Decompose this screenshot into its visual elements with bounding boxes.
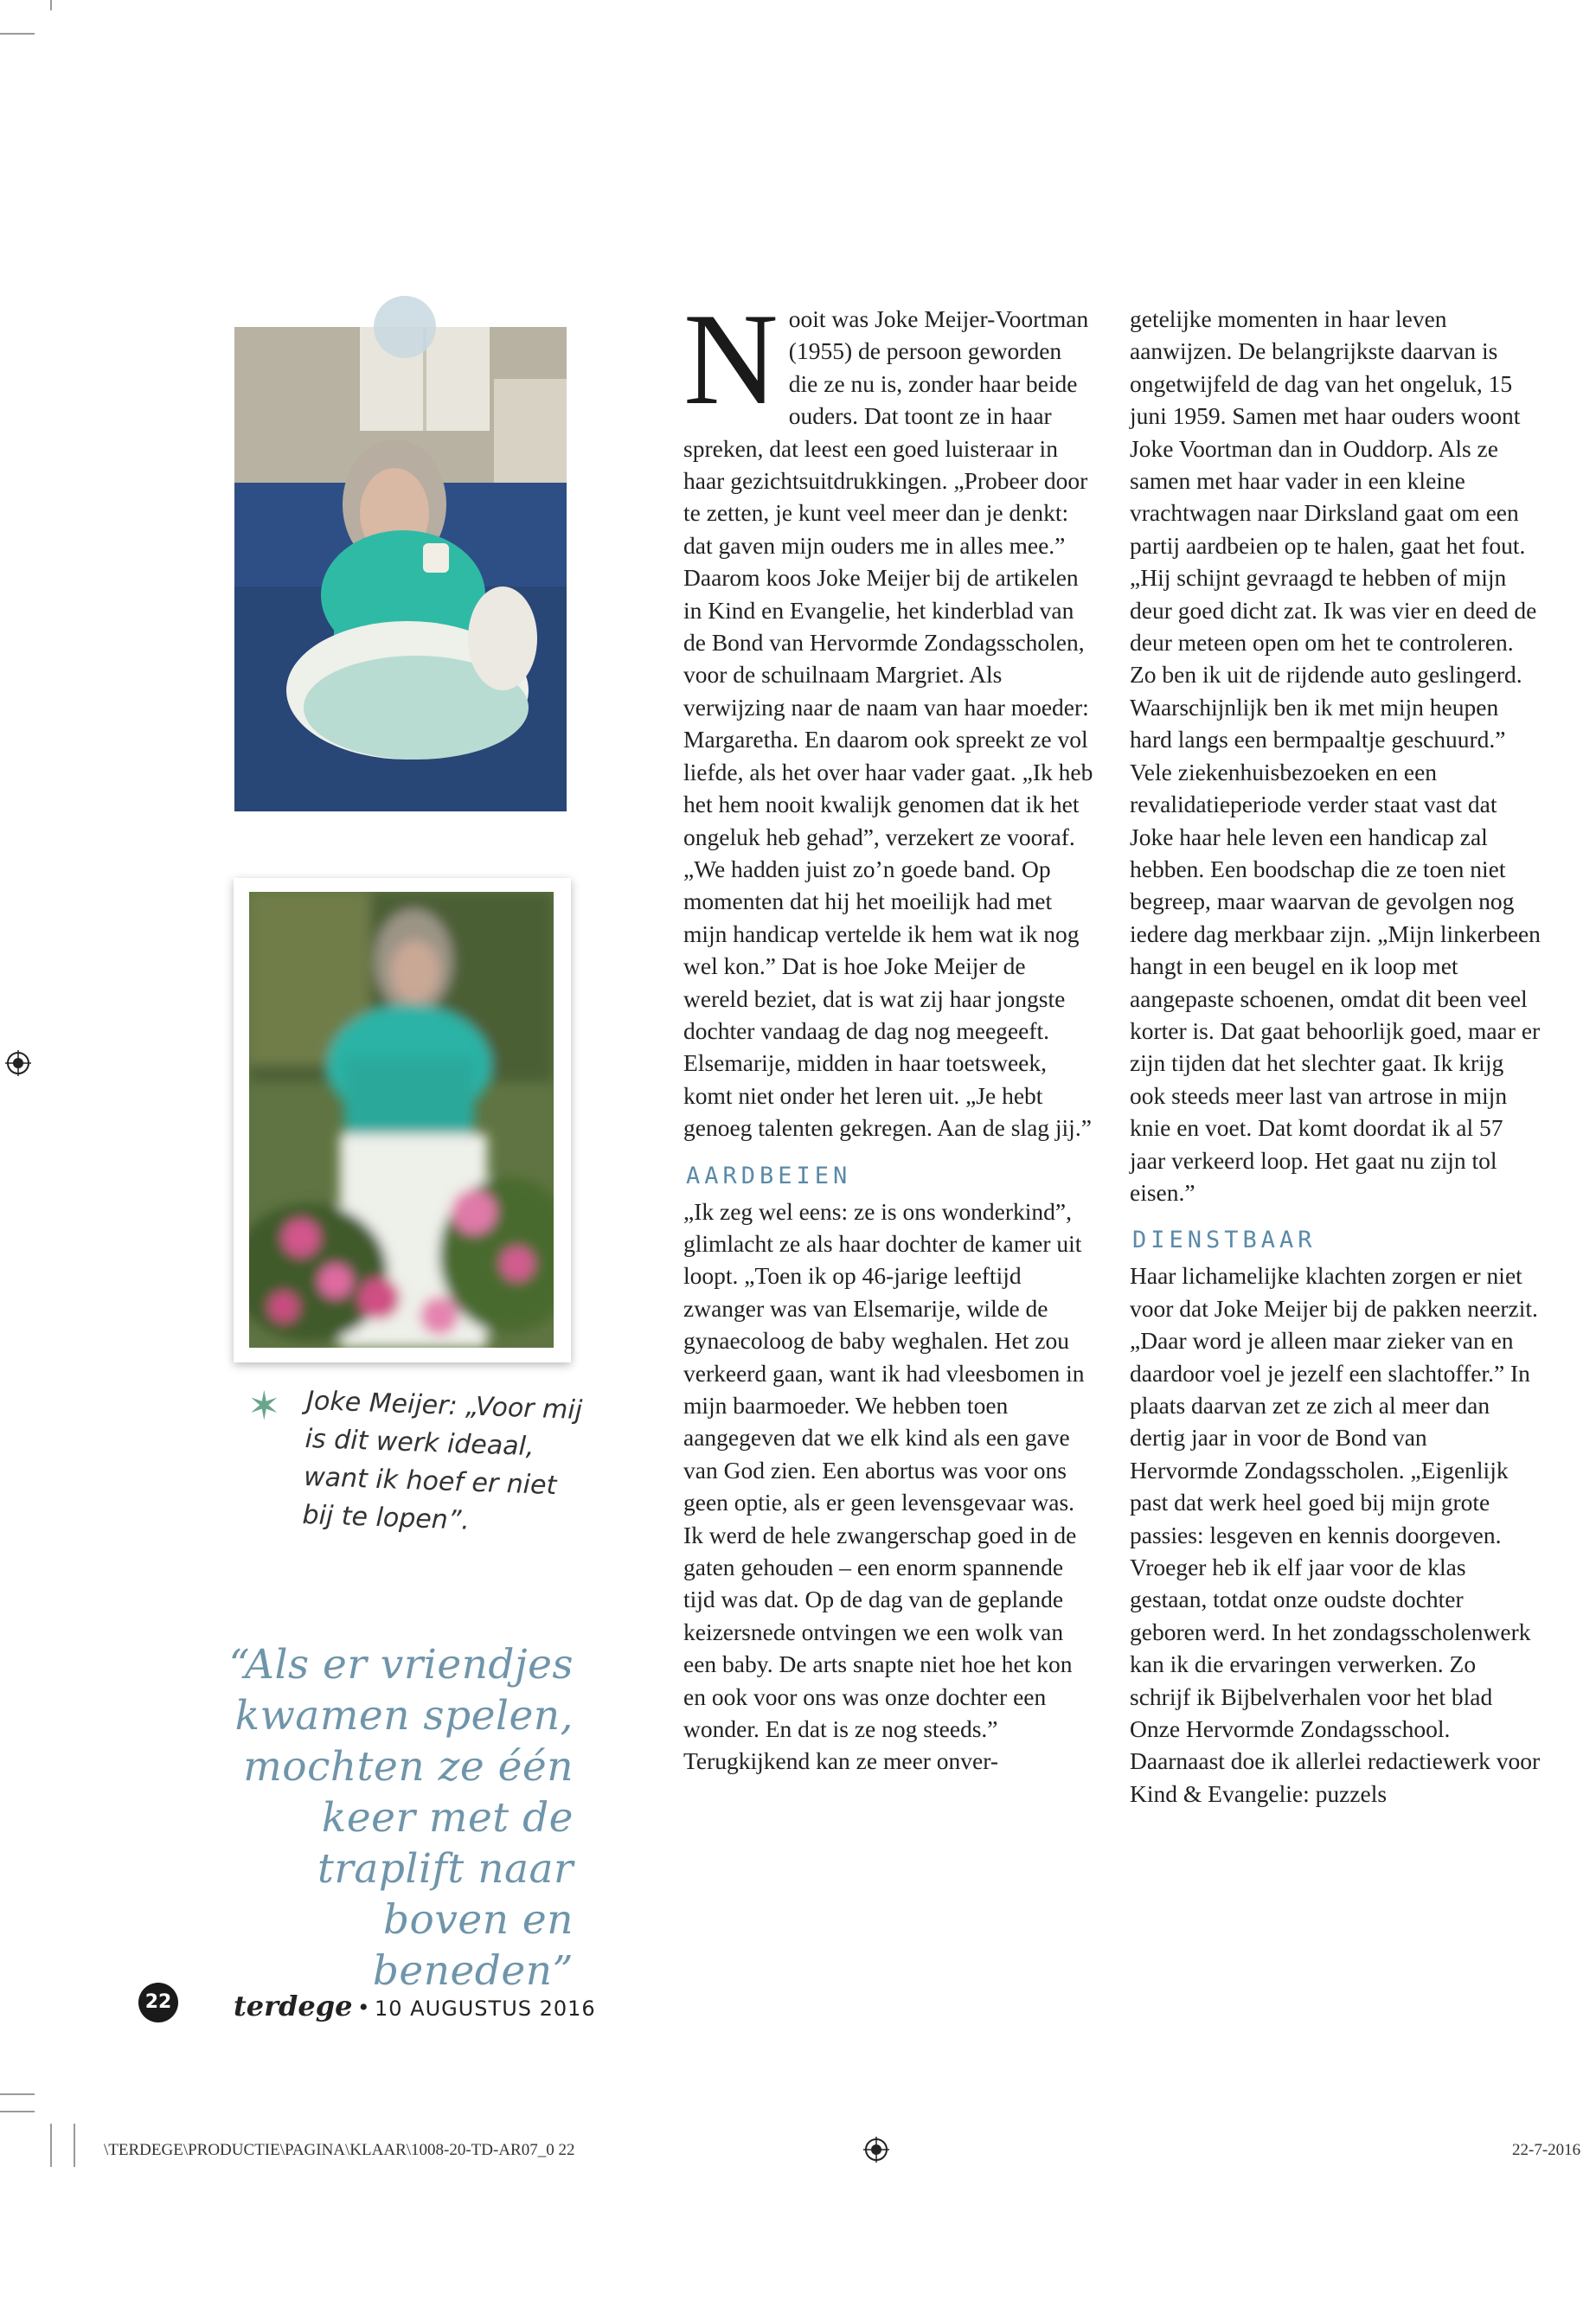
photo-bottom-image xyxy=(249,892,554,1348)
article-column-1 xyxy=(683,286,1094,1778)
photo-frame xyxy=(234,878,571,1362)
pull-quote: “Als er vriendjes kwamen spelen, mochten ze één keer met de traplift naar boven en beneden” xyxy=(228,1641,574,1995)
article-intro-paragraph: Nooit was Joke Meijer-Voortman (1955) de persoon geworden die ze nu is, zonder haar beide ouders. Dat toont ze in haar spreken, dat leest een goed luisteraar in haar gezichtsuitdrukkingen. „Probeer door te zetten, je kunt veel meer dan je denkt: dat gaven mijn ouders me in alles mee.” xyxy=(683,286,1089,559)
article-paragraph: getelijke momenten in haar leven aanwijzen. De belangrijkste daarvan is ongetwijfeld de dag van het ongeluk, 15 juni 1959. Samen met haar ouders woont Joke Voortman dan in Ouddorp. Als ze samen met haar vader in een kleine vrachtwagen naar Dirksland gaat om een partij aardbeien op te halen, gaat het fout. „Hij schijnt gevraagd te hebben of mijn deur goed dicht zat. Ik was vier en deed de deur meteen open om het te controleren. Zo ben ik uit de rijdende auto geslingerd. Waarschijnlijk ben ik met mijn heupen hard langs een bermpaaltje geschuurd.” xyxy=(1130,305,1537,753)
section-heading-aardbeien: AARDBEIEN xyxy=(686,1162,852,1189)
photo-top-image xyxy=(234,327,567,811)
crop-mark xyxy=(74,2124,75,2167)
footer-separator: • xyxy=(358,1993,369,2022)
crop-mark xyxy=(0,2111,35,2112)
crop-mark xyxy=(0,33,35,35)
photo-tape-dot xyxy=(374,296,436,358)
production-date: 22-7-2016 xyxy=(1512,2141,1581,2159)
section-heading-dienstbaar: DIENSTBAAR xyxy=(1132,1227,1317,1254)
article-paragraph: „Ik zeg wel eens: ze is ons wonderkind”, glimlacht ze als haar dochter de kamer uit loopt. „Toen ik op 46-jarige leeftijd zwanger was van Elsemarije, wilde de gynaecoloog de baby weghalen. Het zou verkeerd gaan, want ik had vleesbomen in mijn baarmoeder. We hebben toen aangegeven dat we elk kind als een gave van God zien. Een abortus was voor ons geen optie, als er geen levensgevaar was. Ik werd de hele zwangerschap goed in de gaten gehouden – een enorm spannende tijd was dat. Op de dag van de geplande keizersnede ontvingen we een wolk van een baby. De arts snapte niet hoe het kon en ook voor ons was onze dochter een wonder. En dat is ze nog steeds.” xyxy=(683,1197,1085,1743)
page-number: 22 xyxy=(138,1983,178,2022)
article-paragraph: Terugkijkend kan ze meer onver- xyxy=(683,1747,999,1775)
star-icon: ✶ xyxy=(247,1382,281,1429)
production-slug: \TERDEGE\PRODUCTIE\PAGINA\KLAAR\1008-20-TD-AR07_0 22 xyxy=(104,2141,575,2159)
crop-mark xyxy=(50,0,52,10)
article-column-2 xyxy=(1130,303,1541,1810)
photo-woman-garden xyxy=(249,892,554,1348)
crop-mark xyxy=(0,2093,35,2095)
photo-woman-drinking xyxy=(234,327,567,811)
article-paragraph: Vele ziekenhuisbezoeken en een revalidatieperiode verder staat vast dat Joke haar hele leven een handicap zal hebben. Een boodschap die ze toen niet begreep, maar waarvan de gevolgen nog iedere dag merkbaar zijn. „Mijn linkerbeen hangt in een beugel en ik loop met aangepaste schoenen, omdat dit been veel korter is. Dat gaat behoorlijk goed, maar er zijn tijden dat het slechter gaat. Ik krijg ook steeds meer last van artrose in mijn knie en voet. Dat komt doordat ik al 57 jaar verkeerd loop. Het gaat nu zijn tol eisen.” xyxy=(1130,758,1541,1206)
article-paragraph: Haar lichamelijke klachten zorgen er niet voor dat Joke Meijer bij de pakken neerzit. „Daar word je alleen maar zieker van en daardoor voel je jezelf een slachtoffer.” In plaats daarvan zet ze zich al meer dan dertig jaar in voor de Bond van Hervormde Zondagsscholen. „Eigenlijk past dat werk heel goed bij mijn grote passies: lesgeven en kennis doorgeven. Vroeger heb ik elf jaar voor de klas gestaan, totdat onze oudste dochter geboren werd. In het zondagsscholenwerk kan ik die ervaringen verwerken. Zo schrijf ik Bijbelverhalen voor het blad Onze Hervormde Zondagsschool. Daarnaast doe ik allerlei redactiewerk voor Kind & Evangelie: puzzels xyxy=(1130,1262,1541,1807)
registration-mark-icon xyxy=(5,1050,31,1076)
photo-caption: Joke Meijer: „Voor mij is dit werk ideaal, want ik hoef er niet bij te lopen”. xyxy=(302,1385,583,1536)
article-paragraph: Daarom koos Joke Meijer bij de artikelen in Kind en Evangelie, het kinderblad van de Bond van Hervormde Zondagsscholen, voor de schuilnaam Margriet. Als verwijzing naar de naam van haar moeder: Margaretha. En daarom ook spreekt ze vol liefde, als het over haar vader gaat. „Ik heb het hem nooit kwalijk genomen dat ik het ongeluk heb gehad”, verzekert ze vooraf. „We hadden juist zo’n goede band. Op momenten dat hij het moeilijk had met mijn handicap vertelde ik hem wat ik nog wel kon.” Dat is hoe Joke Meijer de wereld beziet, dat is wat zij haar jongste dochter vandaag de dag nog meegeeft. Elsemarije, midden in haar toetsweek, komt niet onder het leren uit. „Je hebt genoeg talenten gekregen. Aan de slag jij.” xyxy=(683,564,1093,1142)
magazine-brand: terdege xyxy=(234,1990,353,2022)
page-footer xyxy=(234,1990,596,2022)
issue-date: 10 AUGUSTUS 2016 xyxy=(374,1997,596,2021)
registration-mark-icon xyxy=(863,2137,889,2163)
drop-cap: N xyxy=(683,286,779,432)
crop-mark xyxy=(50,2124,52,2167)
